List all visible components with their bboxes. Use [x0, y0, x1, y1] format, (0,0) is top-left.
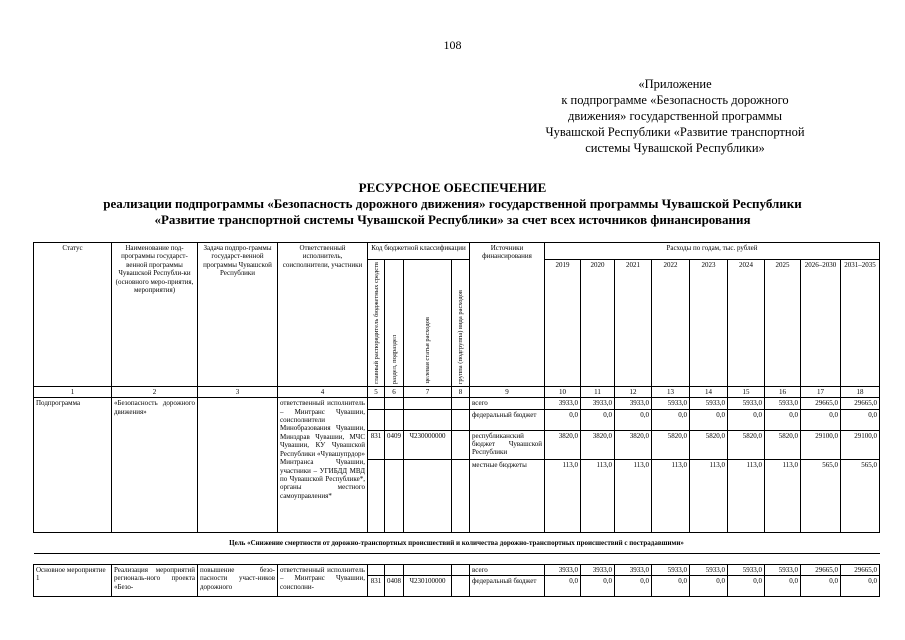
value-cell: 5933,0 [690, 398, 728, 409]
row-grbs: 831 [368, 576, 385, 597]
value-cell: 5820,0 [690, 430, 728, 459]
row-name: «Безопасность дорожного движения» [112, 398, 198, 532]
header-year: 2031–2035 [841, 260, 880, 387]
value-cell: 0,0 [690, 409, 728, 430]
column-number: 1 [34, 386, 112, 397]
row-razdel [385, 409, 404, 430]
value-cell: 0,0 [581, 409, 615, 430]
value-cell: 0,0 [728, 409, 765, 430]
source-name: всего [470, 565, 545, 576]
source-name: федеральный бюджет [470, 576, 545, 597]
row-vr [452, 409, 470, 430]
title-line: реализации подпрограммы «Безопасность дорожного движения» государственной программы Чувашской Республики [103, 196, 802, 211]
row-csr [404, 398, 452, 409]
appendix-line: к подпрограмме «Безопасность дорожного [561, 93, 789, 107]
header-row [34, 243, 880, 260]
column-number: 7 [404, 386, 452, 397]
value-cell: 5933,0 [690, 565, 728, 576]
column-number-row [34, 386, 880, 397]
column-number: 18 [841, 386, 880, 397]
row-csr [404, 409, 452, 430]
header-year: 2023 [690, 260, 728, 387]
appendix-line: Чувашской Республики «Развитие транспортной [545, 125, 805, 139]
value-cell: 5933,0 [728, 565, 765, 576]
row-executor: ответственный исполнитель – Минтранс Чувашии, соисполнители Минобразования Чувашии, Минздрав Чувашии, МЧС Чувашии, КУ Чувашской Республики «Чувашупрдор» Минтранса Чувашии, участники – УГИБДД МВД по Чувашской Республике*, органы местного самоуправления* [278, 398, 368, 532]
spacer-row [34, 554, 880, 565]
page-number: 108 [443, 38, 462, 52]
value-cell: 113,0 [545, 459, 581, 532]
value-cell: 0,0 [841, 576, 880, 597]
row-vr [452, 398, 470, 409]
row-razdel [385, 565, 404, 576]
row-razdel: 0409 [385, 430, 404, 459]
row-csr [404, 565, 452, 576]
header-year: 2025 [765, 260, 801, 387]
value-cell: 113,0 [652, 459, 690, 532]
column-number: 12 [615, 386, 652, 397]
value-cell: 0,0 [728, 576, 765, 597]
value-cell: 3820,0 [581, 430, 615, 459]
value-cell: 0,0 [581, 576, 615, 597]
value-cell: 5933,0 [765, 565, 801, 576]
header-expenses: Расходы по годам, тыс. рублей [545, 243, 880, 260]
value-cell: 3933,0 [581, 565, 615, 576]
header-budget-code: Код бюджетной классификации [368, 243, 470, 260]
value-cell: 565,0 [841, 459, 880, 532]
appendix-line: «Приложение [638, 77, 712, 91]
row-task: повышение безо-пасности участ-ников дорожного [198, 565, 278, 597]
header-task: Задача подпро-граммы государст-венной программы Чувашской Республики [198, 243, 278, 387]
row-vr [452, 576, 470, 597]
header-executor: Ответственный исполнитель, соисполнители, участники [278, 243, 368, 387]
value-cell: 5820,0 [765, 430, 801, 459]
value-cell: 0,0 [652, 409, 690, 430]
column-number: 9 [470, 386, 545, 397]
value-cell: 5933,0 [728, 398, 765, 409]
value-cell: 0,0 [765, 576, 801, 597]
header-year: 2026–2030 [801, 260, 841, 387]
value-cell: 0,0 [615, 409, 652, 430]
column-number: 2 [112, 386, 198, 397]
value-cell: 0,0 [652, 576, 690, 597]
value-cell: 3820,0 [615, 430, 652, 459]
column-number: 14 [690, 386, 728, 397]
value-cell: 3933,0 [615, 565, 652, 576]
table-row [34, 398, 880, 409]
value-cell: 0,0 [765, 409, 801, 430]
source-name: республиканский бюджет Чувашской Республики [470, 430, 545, 459]
value-cell: 0,0 [545, 409, 581, 430]
value-cell: 113,0 [728, 459, 765, 532]
value-cell: 5933,0 [652, 565, 690, 576]
row-grbs: 831 [368, 430, 385, 459]
row-csr [404, 459, 452, 532]
header-status: Статус [34, 243, 112, 387]
value-cell: 3933,0 [545, 398, 581, 409]
column-number: 3 [198, 386, 278, 397]
row-razdel [385, 398, 404, 409]
value-cell: 5820,0 [728, 430, 765, 459]
value-cell: 5933,0 [652, 398, 690, 409]
value-cell: 0,0 [690, 576, 728, 597]
value-cell: 0,0 [841, 409, 880, 430]
row-vr [452, 430, 470, 459]
source-name: федеральный бюджет [470, 409, 545, 430]
value-cell: 29100,0 [841, 430, 880, 459]
column-number: 13 [652, 386, 690, 397]
document-title [0, 180, 905, 228]
goal-row [34, 532, 880, 553]
value-cell: 565,0 [801, 459, 841, 532]
appendix-line: движения» государственной программы [567, 109, 783, 123]
header-sources: Источники финансирования [470, 243, 545, 387]
row-status: Основное мероприятие 1 [34, 565, 112, 597]
row-vr [452, 565, 470, 576]
row-grbs [368, 398, 385, 409]
column-number: 4 [278, 386, 368, 397]
row-csr: Ч230000000 [404, 430, 452, 459]
value-cell: 3933,0 [545, 565, 581, 576]
column-number: 17 [801, 386, 841, 397]
header-code-grbs: главный распорядитель бюджетных средств [368, 260, 385, 387]
appendix-line: системы Чувашской Республики» [585, 141, 765, 155]
value-cell: 113,0 [765, 459, 801, 532]
header-code-razdel: раздел, подраздел [385, 260, 404, 387]
header-name: Наименование под-программы государст-венной программы Чувашской Республи-ки (основного меро-приятия, мероприятия) [112, 243, 198, 387]
column-number: 5 [368, 386, 385, 397]
value-cell: 0,0 [801, 576, 841, 597]
value-cell: 29665,0 [841, 398, 880, 409]
goal-text: Цель «Снижение смертности от дорожно-транспортных происшествий и количества дорожно-транспортных происшествий с пострадавшими» [34, 532, 880, 553]
row-grbs [368, 565, 385, 576]
row-razdel [385, 459, 404, 532]
value-cell: 0,0 [545, 576, 581, 597]
header-code-csr: целевая статья расходов [404, 260, 452, 387]
value-cell: 5933,0 [765, 398, 801, 409]
column-number: 16 [765, 386, 801, 397]
value-cell: 29665,0 [841, 565, 880, 576]
column-number: 6 [385, 386, 404, 397]
column-number: 11 [581, 386, 615, 397]
header-year: 2019 [545, 260, 581, 387]
value-cell: 3933,0 [615, 398, 652, 409]
source-name: всего [470, 398, 545, 409]
value-cell: 3820,0 [545, 430, 581, 459]
header-year: 2020 [581, 260, 615, 387]
row-task [198, 398, 278, 532]
header-year: 2021 [615, 260, 652, 387]
value-cell: 113,0 [581, 459, 615, 532]
row-status: Подпрограмма [34, 398, 112, 532]
value-cell: 29100,0 [801, 430, 841, 459]
value-cell: 29665,0 [801, 398, 841, 409]
value-cell: 113,0 [690, 459, 728, 532]
row-executor: ответственный исполнитель – Минтранс Чувашии, соисполни- [278, 565, 368, 597]
row-grbs [368, 459, 385, 532]
row-razdel: 0408 [385, 576, 404, 597]
table-row [34, 565, 880, 576]
title-line: «Развитие транспортной системы Чувашской Республики» за счет всех источников финансирования [154, 212, 751, 227]
header-code-vr: группа (подгруппа) вида расходов [452, 260, 470, 387]
source-name: местные бюджеты [470, 459, 545, 532]
value-cell: 29665,0 [801, 565, 841, 576]
header-year: 2024 [728, 260, 765, 387]
row-csr: Ч230100000 [404, 576, 452, 597]
value-cell: 5820,0 [652, 430, 690, 459]
row-grbs [368, 409, 385, 430]
appendix-note [540, 76, 810, 156]
column-number: 8 [452, 386, 470, 397]
column-number: 15 [728, 386, 765, 397]
title-line: РЕСУРСНОЕ ОБЕСПЕЧЕНИЕ [358, 180, 547, 195]
row-vr [452, 459, 470, 532]
value-cell: 113,0 [615, 459, 652, 532]
header-year: 2022 [652, 260, 690, 387]
column-number: 10 [545, 386, 581, 397]
value-cell: 3933,0 [581, 398, 615, 409]
value-cell: 0,0 [801, 409, 841, 430]
resource-table [33, 242, 880, 597]
row-name: Реализация мероприятий региональ-ного проекта «Безо- [112, 565, 198, 597]
value-cell: 0,0 [615, 576, 652, 597]
